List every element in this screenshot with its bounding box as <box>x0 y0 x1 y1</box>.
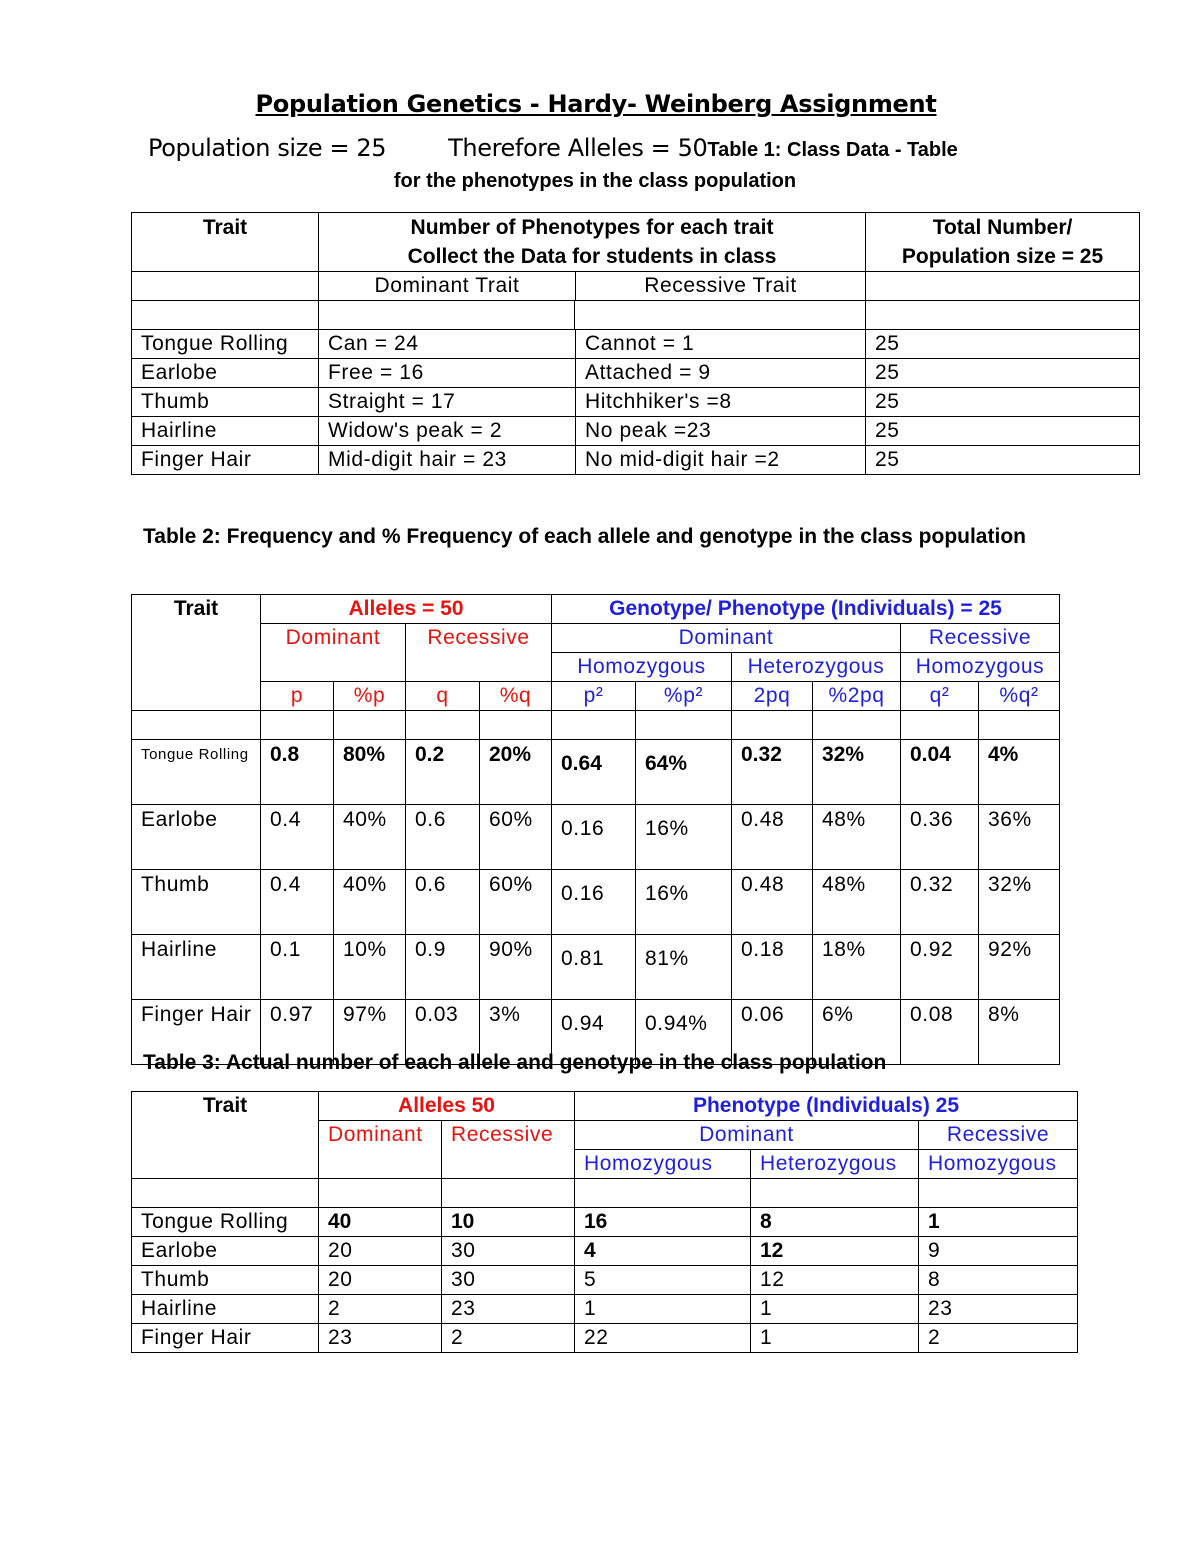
t3-value-cell: 10 <box>442 1208 575 1237</box>
t2-value-cell: 0.16 <box>552 870 636 935</box>
t2-blank <box>636 711 732 740</box>
table-row <box>132 1237 1078 1266</box>
t1-recessive-cell: No peak =23 <box>576 417 866 446</box>
t3-header-phenotype: Phenotype (Individuals) 25 <box>575 1092 1078 1121</box>
t2-header-homozygous-recessive: Homozygous <box>901 653 1060 682</box>
population-line <box>148 134 958 162</box>
t2-value-cell: 3% <box>480 1000 552 1065</box>
t1-dominant-cell: Free = 16 <box>319 359 576 388</box>
t2-value-cell: 4% <box>979 740 1060 805</box>
t2-value-cell: 0.16 <box>552 805 636 870</box>
t3-value-cell: 1 <box>575 1295 751 1324</box>
table-row <box>132 935 1060 1000</box>
t2-col-header: %p <box>334 682 406 711</box>
t3-value-cell: 5 <box>575 1266 751 1295</box>
t2-blank <box>979 711 1060 740</box>
t1-total-cell: 25 <box>866 388 1140 417</box>
t1-trait-cell: Hairline <box>132 417 319 446</box>
t1-header-number-line2: Collect the Data for students in class <box>319 242 866 272</box>
t3-value-cell: 40 <box>319 1208 442 1237</box>
table1-caption-part2: for the phenotypes in the class population <box>393 170 797 192</box>
t2-value-cell: 0.6 <box>406 870 480 935</box>
t2-header-heterozygous: Heterozygous <box>732 653 901 682</box>
t3-header-heterozygous: Heterozygous <box>751 1150 919 1179</box>
t2-value-cell: 0.4 <box>261 870 334 935</box>
table3-caption: Table 3: Actual number of each allele and genotype in the class population <box>143 1051 887 1074</box>
t3-value-cell: 20 <box>319 1266 442 1295</box>
table-row <box>132 417 1140 446</box>
t2-value-cell: 0.81 <box>552 935 636 1000</box>
t3-value-cell: 23 <box>442 1295 575 1324</box>
t2-value-cell: 18% <box>813 935 901 1000</box>
t2-value-cell: 0.08 <box>901 1000 979 1065</box>
t3-header-homozygous-recessive: Homozygous <box>919 1150 1078 1179</box>
t1-total-cell: 25 <box>866 359 1140 388</box>
t2-blank <box>334 711 406 740</box>
t2-value-cell: 6% <box>813 1000 901 1065</box>
t1-recessive-cell: Hitchhiker's =8 <box>576 388 866 417</box>
t2-blank <box>813 711 901 740</box>
t2-value-cell: 0.36 <box>901 805 979 870</box>
table-row <box>132 1208 1078 1237</box>
t3-header-p-recessive: Recessive <box>919 1121 1078 1150</box>
t1-blank <box>575 301 866 330</box>
t3-trait-cell: Tongue Rolling <box>132 1208 319 1237</box>
t1-dominant-cell: Can = 24 <box>319 330 576 359</box>
t1-total-cell: 25 <box>866 446 1140 475</box>
t3-header-trait: Trait <box>132 1092 319 1179</box>
t2-value-cell: 10% <box>334 935 406 1000</box>
t1-total-cell: 25 <box>866 330 1140 359</box>
t3-value-cell: 2 <box>442 1324 575 1353</box>
table1-caption-part1: Table 1: Class Data - Table <box>707 139 958 161</box>
t2-trait-cell: Thumb <box>132 870 261 935</box>
t2-value-cell: 32% <box>979 870 1060 935</box>
t3-value-cell: 12 <box>751 1266 919 1295</box>
t2-blank <box>552 711 636 740</box>
t2-trait-cell: Hairline <box>132 935 261 1000</box>
t2-value-cell: 48% <box>813 870 901 935</box>
t2-value-cell: 48% <box>813 805 901 870</box>
t1-header-recessive: Recessive Trait <box>576 272 866 301</box>
t2-value-cell: 36% <box>979 805 1060 870</box>
t1-recessive-cell: Attached = 9 <box>576 359 866 388</box>
t3-value-cell: 2 <box>919 1324 1078 1353</box>
t2-blank <box>732 711 813 740</box>
table-row <box>132 1295 1078 1324</box>
t2-value-cell: 81% <box>636 935 732 1000</box>
t2-header-recessive: Recessive <box>406 624 552 682</box>
t2-col-header: q² <box>901 682 979 711</box>
t3-header-alleles: Alleles 50 <box>319 1092 575 1121</box>
t3-blank <box>132 1179 319 1208</box>
t1-header-dominant: Dominant Trait <box>319 272 576 301</box>
t1-dominant-cell: Mid-digit hair = 23 <box>319 446 576 475</box>
table-class-data <box>131 212 1140 475</box>
t3-header-homozygous: Homozygous <box>575 1150 751 1179</box>
t2-header-homozygous: Homozygous <box>552 653 732 682</box>
table-row <box>132 1266 1078 1295</box>
t3-blank <box>442 1179 575 1208</box>
t1-header-total <box>866 213 1140 272</box>
t2-value-cell: 0.2 <box>406 740 480 805</box>
t3-value-cell: 30 <box>442 1237 575 1266</box>
t2-value-cell: 20% <box>480 740 552 805</box>
t2-value-cell: 60% <box>480 805 552 870</box>
t2-header-alleles: Alleles = 50 <box>261 595 552 624</box>
t2-col-header: %2pq <box>813 682 901 711</box>
table-row <box>132 359 1140 388</box>
t2-value-cell: 97% <box>334 1000 406 1065</box>
t2-blank <box>132 711 261 740</box>
t1-trait-cell: Tongue Rolling <box>132 330 319 359</box>
t2-value-cell: 64% <box>636 740 732 805</box>
t1-trait-cell: Thumb <box>132 388 319 417</box>
t3-header-dominant: Dominant <box>319 1121 442 1179</box>
t3-value-cell: 30 <box>442 1266 575 1295</box>
t3-value-cell: 22 <box>575 1324 751 1353</box>
t2-header-dominant: Dominant <box>261 624 406 682</box>
table-row <box>132 805 1060 870</box>
t2-value-cell: 80% <box>334 740 406 805</box>
table-row <box>132 1324 1078 1353</box>
t3-value-cell: 1 <box>751 1324 919 1353</box>
t3-value-cell: 1 <box>751 1295 919 1324</box>
t1-trait-cell: Finger Hair <box>132 446 319 475</box>
t2-value-cell: 0.18 <box>732 935 813 1000</box>
t2-value-cell: 60% <box>480 870 552 935</box>
t2-value-cell: 32% <box>813 740 901 805</box>
t3-blank <box>575 1179 751 1208</box>
t3-value-cell: 2 <box>319 1295 442 1324</box>
t2-value-cell: 0.97 <box>261 1000 334 1065</box>
alleles-total: Therefore Alleles = 50 <box>448 134 708 162</box>
t2-value-cell: 0.04 <box>901 740 979 805</box>
t2-blank <box>901 711 979 740</box>
table2-caption: Table 2: Frequency and % Frequency of each allele and genotype in the class population <box>143 525 1026 548</box>
t2-value-cell: 92% <box>979 935 1060 1000</box>
t1-header-total-line1: Total Number/ <box>932 216 1073 239</box>
t2-trait-cell: Earlobe <box>132 805 261 870</box>
t1-trait-cell: Earlobe <box>132 359 319 388</box>
t2-blank <box>261 711 334 740</box>
table-actual-numbers <box>131 1091 1078 1353</box>
t2-value-cell: 0.64 <box>552 740 636 805</box>
t2-col-header: 2pq <box>732 682 813 711</box>
t2-value-cell: 0.94% <box>636 1000 732 1065</box>
t1-blank <box>132 272 319 301</box>
t1-header-number-line1: Number of Phenotypes for each trait <box>319 213 866 243</box>
t2-col-header: p² <box>552 682 636 711</box>
t2-value-cell: 90% <box>480 935 552 1000</box>
t3-value-cell: 20 <box>319 1237 442 1266</box>
t3-blank <box>751 1179 919 1208</box>
t1-blank <box>132 301 319 330</box>
t2-value-cell: 0.6 <box>406 805 480 870</box>
t3-value-cell: 8 <box>751 1208 919 1237</box>
t2-value-cell: 0.48 <box>732 870 813 935</box>
table-row <box>132 446 1140 475</box>
t1-recessive-cell: Cannot = 1 <box>576 330 866 359</box>
population-size: Population size = 25 <box>148 134 387 162</box>
t2-col-header: q <box>406 682 480 711</box>
t3-value-cell: 1 <box>919 1208 1078 1237</box>
t1-header-trait: Trait <box>132 213 319 272</box>
t3-value-cell: 23 <box>919 1295 1078 1324</box>
t2-col-header: %q² <box>979 682 1060 711</box>
t3-trait-cell: Thumb <box>132 1266 319 1295</box>
t1-dominant-cell: Straight = 17 <box>319 388 576 417</box>
t2-value-cell: 0.32 <box>901 870 979 935</box>
t2-trait-cell: Tongue Rolling <box>132 740 261 805</box>
t2-value-cell: 0.48 <box>732 805 813 870</box>
table-frequency <box>131 594 1060 1065</box>
t2-value-cell: 8% <box>979 1000 1060 1065</box>
t2-blank <box>406 711 480 740</box>
t3-trait-cell: Finger Hair <box>132 1324 319 1353</box>
t1-header-total-line2: Population size = 25 <box>901 245 1104 268</box>
t2-value-cell: 0.4 <box>261 805 334 870</box>
t2-col-header: %p² <box>636 682 732 711</box>
t3-value-cell: 16 <box>575 1208 751 1237</box>
t1-total-cell: 25 <box>866 417 1140 446</box>
t1-blank <box>866 301 1140 330</box>
t3-header-p-dominant: Dominant <box>575 1121 919 1150</box>
t2-value-cell: 0.8 <box>261 740 334 805</box>
t2-header-g-dominant: Dominant <box>552 624 901 653</box>
t2-value-cell: 0.1 <box>261 935 334 1000</box>
t2-col-header: %q <box>480 682 552 711</box>
t3-trait-cell: Earlobe <box>132 1237 319 1266</box>
t2-value-cell: 16% <box>636 805 732 870</box>
t1-blank <box>319 301 575 330</box>
t3-value-cell: 8 <box>919 1266 1078 1295</box>
table-row <box>132 388 1140 417</box>
t2-value-cell: 0.03 <box>406 1000 480 1065</box>
t3-value-cell: 23 <box>319 1324 442 1353</box>
t2-value-cell: 16% <box>636 870 732 935</box>
t2-header-g-recessive: Recessive <box>901 624 1060 653</box>
t2-value-cell: 0.92 <box>901 935 979 1000</box>
t3-header-recessive: Recessive <box>442 1121 575 1179</box>
t1-dominant-cell: Widow's peak = 2 <box>319 417 576 446</box>
t2-value-cell: 0.9 <box>406 935 480 1000</box>
t2-value-cell: 0.94 <box>552 1000 636 1065</box>
table-row <box>132 740 1060 805</box>
t3-value-cell: 9 <box>919 1237 1078 1266</box>
t2-trait-cell: Finger Hair <box>132 1000 261 1065</box>
page-title: Population Genetics - Hardy- Weinberg Assignment <box>255 90 937 118</box>
table-row <box>132 870 1060 935</box>
t2-value-cell: 0.06 <box>732 1000 813 1065</box>
t2-value-cell: 40% <box>334 870 406 935</box>
t2-header-genotype: Genotype/ Phenotype (Individuals) = 25 <box>552 595 1060 624</box>
t2-blank <box>480 711 552 740</box>
t2-header-trait: Trait <box>132 595 261 711</box>
t2-value-cell: 0.32 <box>732 740 813 805</box>
t3-blank <box>319 1179 442 1208</box>
t2-value-cell: 40% <box>334 805 406 870</box>
t3-value-cell: 4 <box>575 1237 751 1266</box>
t2-col-header: p <box>261 682 334 711</box>
t3-value-cell: 12 <box>751 1237 919 1266</box>
t3-blank <box>919 1179 1078 1208</box>
t1-recessive-cell: No mid-digit hair =2 <box>576 446 866 475</box>
t1-blank <box>866 272 1140 301</box>
table-row <box>132 330 1140 359</box>
t3-trait-cell: Hairline <box>132 1295 319 1324</box>
